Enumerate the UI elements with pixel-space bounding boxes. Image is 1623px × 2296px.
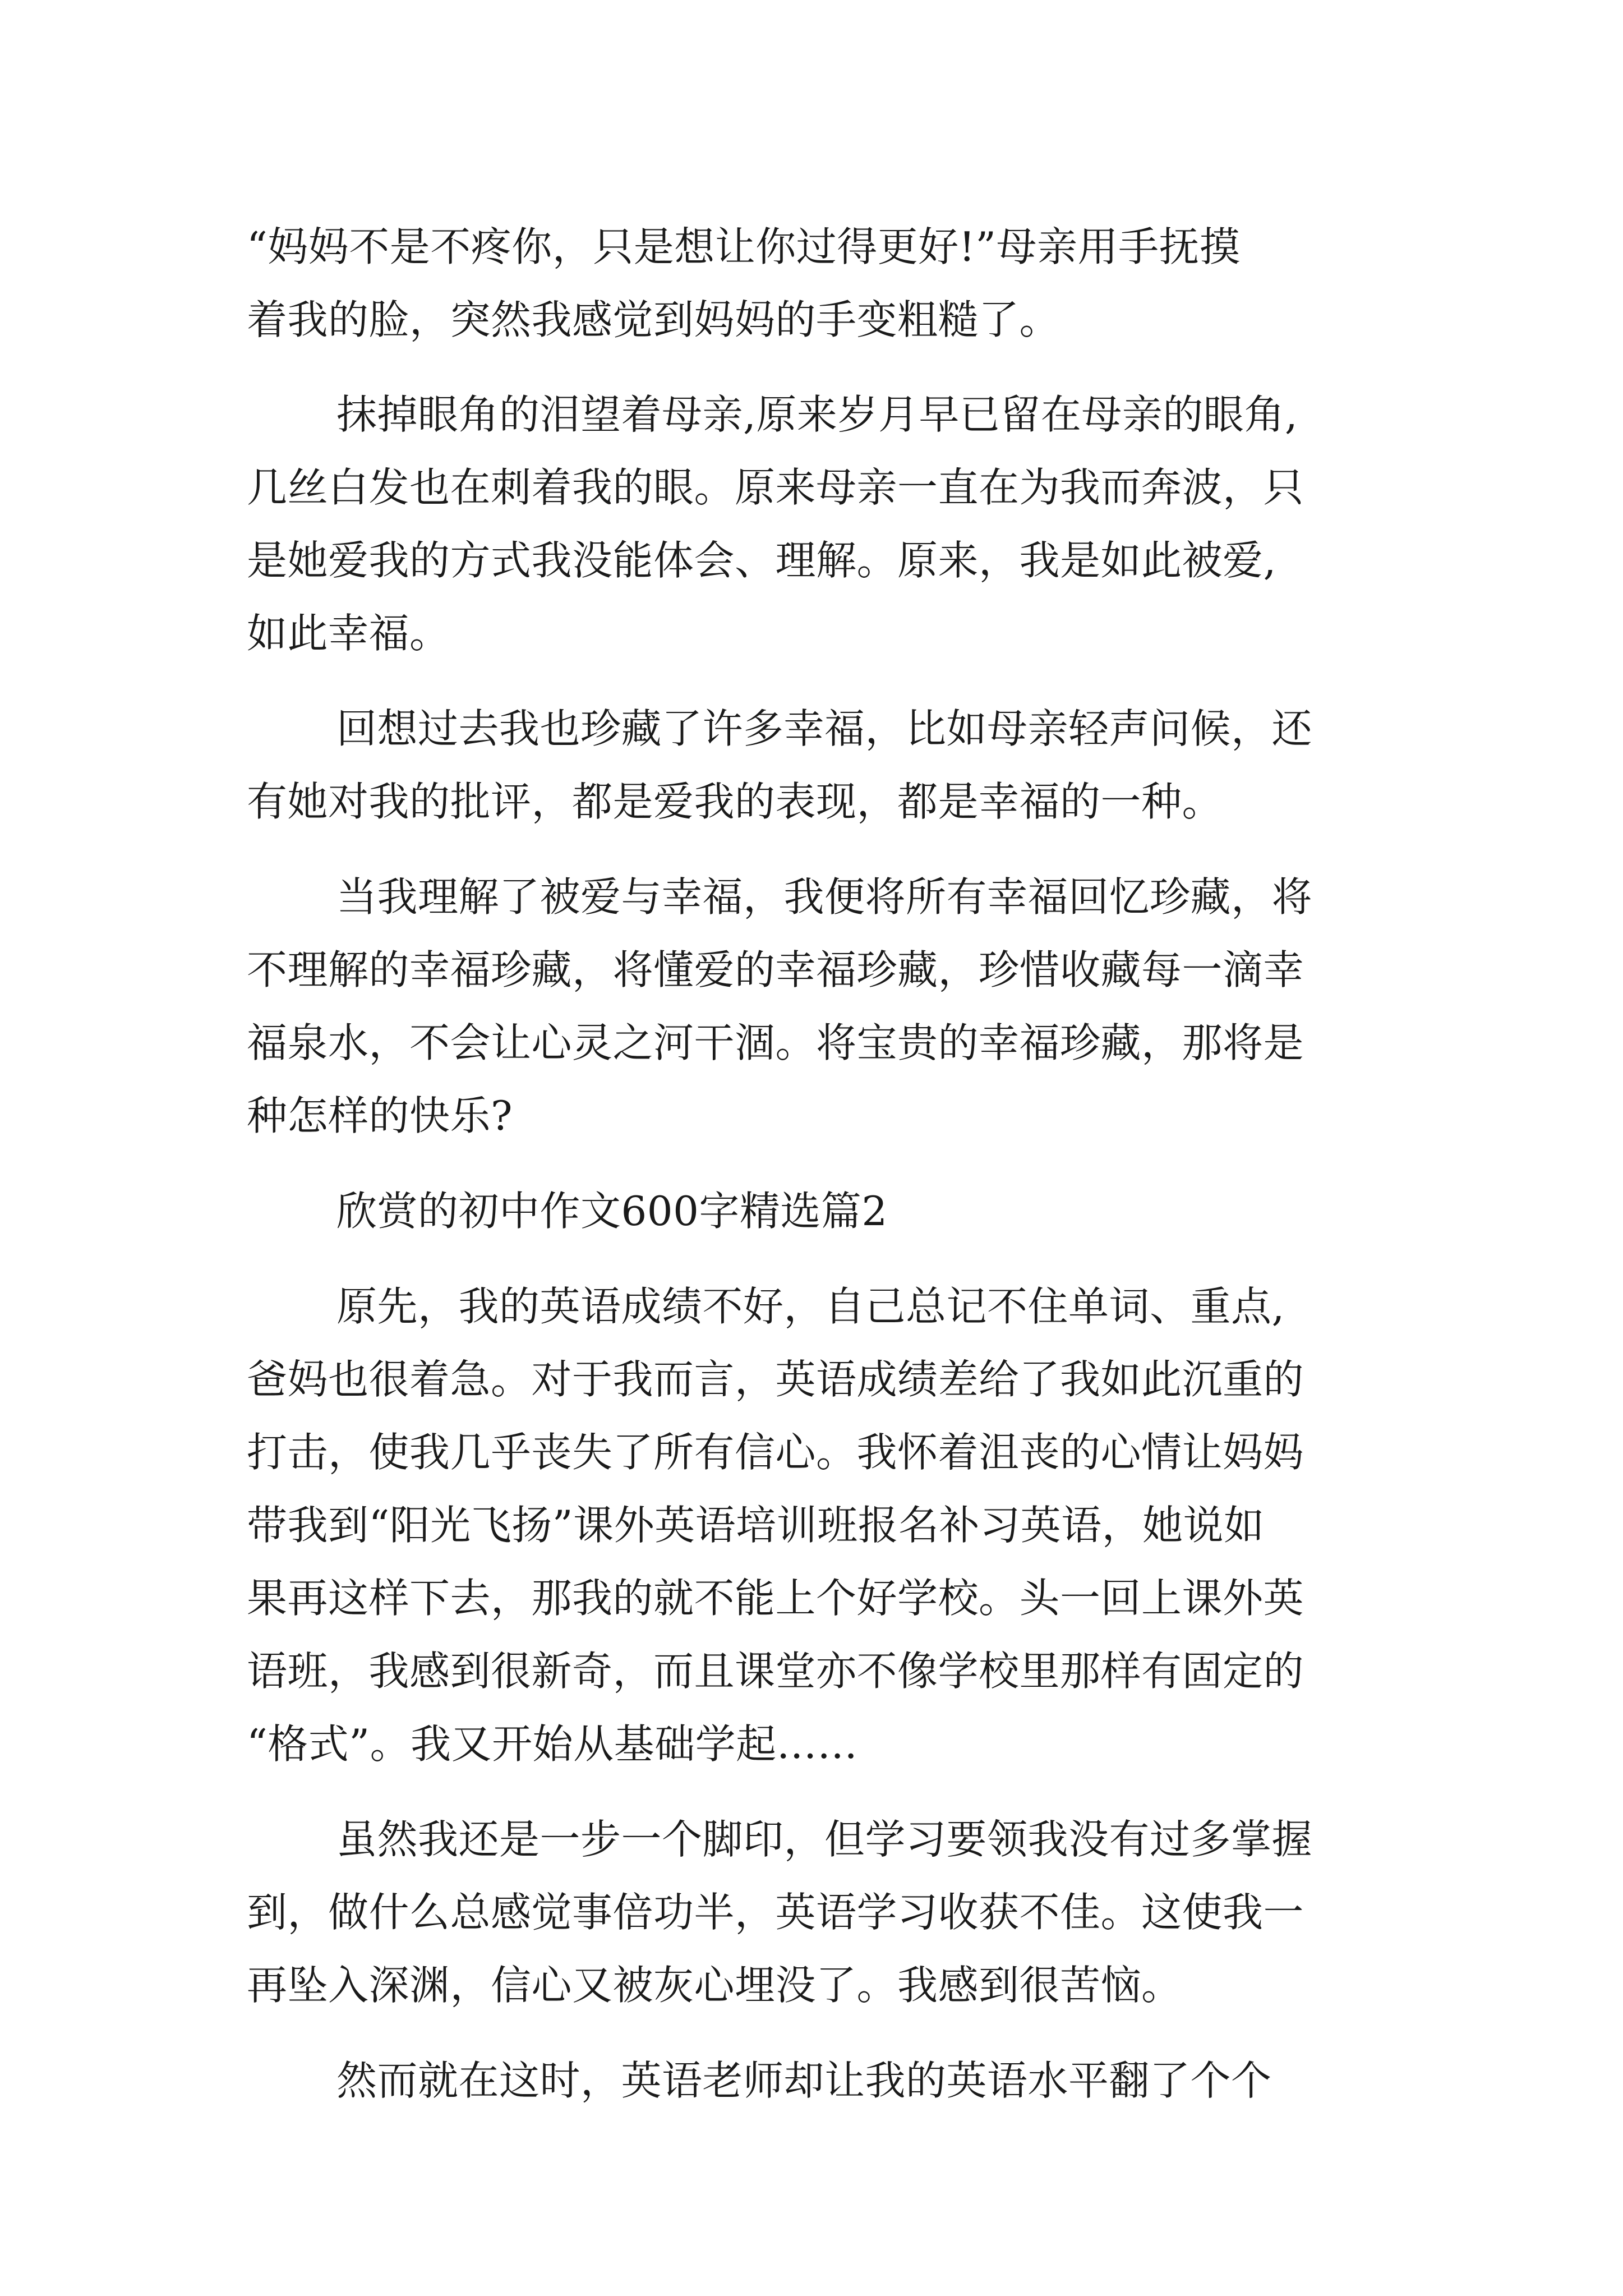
text-line: 是她爱我的方式我没能体会、理解。原来，我是如此被爱,	[247, 537, 1276, 584]
text-line: 语班，我感到很新奇，而且课堂亦不像学校里那样有固定的	[247, 1648, 1304, 1695]
text-line: 福泉水，不会让心灵之河干涸。将宝贵的幸福珍藏，那将是	[247, 1019, 1304, 1066]
text-line: 然而就在这时，英语老师却让我的英语水平翻了个个	[336, 2057, 1272, 2104]
text-line: 爸妈也很着急。对于我而言，英语成绩差给了我如此沉重的	[247, 1356, 1304, 1403]
text-line: 原先，我的英语成绩不好，自己总记不住单词、重点,	[336, 1283, 1285, 1330]
text-line: 果再这样下去，那我的就不能上个好学校。头一回上课外英	[247, 1575, 1304, 1622]
text-line: “妈妈不是不疼你，只是想让你过得更好!”母亲用手抚摸	[247, 223, 1241, 270]
section-heading: 欣赏的初中作文600字精选篇2	[336, 1188, 888, 1235]
text-line: 带我到“阳光飞扬”课外英语培训班报名补习英语，她说如	[247, 1502, 1265, 1549]
text-line: 种怎样的快乐?	[247, 1092, 513, 1139]
text-line: 打击，使我几乎丧失了所有信心。我怀着沮丧的心情让妈妈	[247, 1429, 1304, 1476]
text-line: 抹掉眼角的泪望着母亲,原来岁月早已留在母亲的眼角,	[336, 391, 1298, 438]
text-line: 虽然我还是一步一个脚印，但学习要领我没有过多掌握	[336, 1816, 1313, 1863]
text-line: 有她对我的批评，都是爱我的表现，都是幸福的一种。	[247, 778, 1223, 825]
text-line: 到，做什么总感觉事倍功半，英语学习收获不佳。这使我一	[247, 1889, 1304, 1936]
text-line: 不理解的幸福珍藏，将懂爱的幸福珍藏，珍惜收藏每一滴幸	[247, 946, 1304, 993]
text-line: 着我的脸，突然我感觉到妈妈的手变粗糙了。	[247, 296, 1061, 343]
text-line: 几丝白发也在刺着我的眼。原来母亲一直在为我而奔波，只	[247, 464, 1304, 511]
text-line: 当我理解了被爱与幸福，我便将所有幸福回忆珍藏，将	[336, 873, 1313, 921]
text-line: 回想过去我也珍藏了许多幸福，比如母亲轻声问候，还	[336, 705, 1313, 752]
text-line: 再坠入深渊，信心又被灰心埋没了。我感到很苦恼。	[247, 1962, 1182, 2009]
text-line: “格式”。我又开始从基础学起……	[247, 1720, 858, 1768]
text-line: 如此幸福。	[247, 610, 450, 657]
